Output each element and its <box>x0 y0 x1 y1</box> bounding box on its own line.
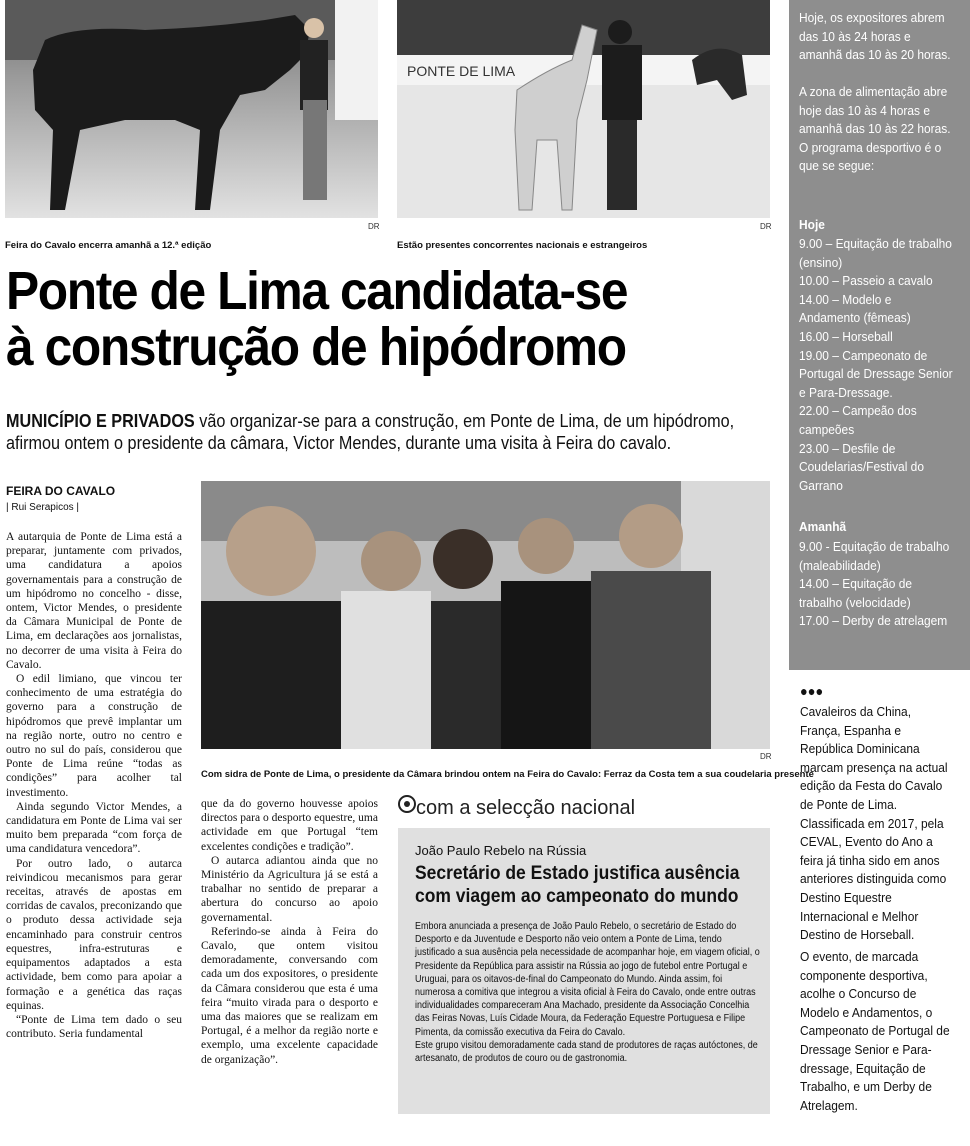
section-label: FEIRA DO CAVALO <box>6 484 116 498</box>
article-paragraph: A autarquia de Ponte de Lima está a preparar, juntamente com privados, uma candidatura a apoios governamentais para a construção de um hipódromo no concelho - disse, ontem, Victor Mendes, o presidente da Câmara Municipal de Ponte de Lima, em declarações aos jornalistas, no decorrer de uma visita à Feira do Cavalo. <box>6 531 182 671</box>
schedule-item: 19.00 – Campeonato de Portugal de Dressage Senior e Para-Dressage. <box>799 347 953 400</box>
photo-caption-middle: Com sidra de Ponte de Lima, o presidente da Câmara brindou ontem na Feira do Cavalo: Ferraz da Costa tem a sua coudelaria presente <box>201 769 814 780</box>
schedule-item: 9.00 – Equitação de trabalho (ensino) <box>799 236 952 270</box>
banner-text: PONTE DE LIMA <box>407 63 516 79</box>
schedule-item: 23.00 – Desfile de Coudelarias/Festival do Garrano <box>799 440 924 493</box>
photo-white-horse <box>397 0 770 218</box>
sidebar-tomorrow-label: Amanhã <box>799 519 847 534</box>
photo-toast-group-image <box>201 481 770 749</box>
box-header-text: com a selecção nacional <box>416 797 636 819</box>
schedule-item: 16.00 – Horseball <box>799 328 893 344</box>
article-paragraph: O edil limiano, que vincou ter conhecimento de uma estratégia do governo para a construção de hipódromos que prevê implantar um na região norte, outro no centro e outro no sul do país, considerou que Ponte de Lima reúne “todas as condições” para acolher tal investimento. <box>6 673 182 799</box>
photo-white-horse-image <box>397 0 770 218</box>
right-paragraph-2: O evento, de marcada componente desportiva, acolhe o Concurso de Modelo e Andamentos, o Campeonato de Portugal de Dressage Senior e Para-dressage, Equitação de Trabalho, e um Derby de Atrelagem. <box>800 949 950 1113</box>
sidebar-intro: Hoje, os expositores abrem das 10 às 24 horas e amanhã das 10 às 20 horas. <box>799 10 951 63</box>
schedule-item: 14.00 – Equitação de trabalho (velocidade) <box>799 576 913 610</box>
author-byline: | Rui Serapicos | <box>6 502 80 513</box>
schedule-item: 17.00 – Derby de atrelagem <box>799 613 948 629</box>
box-subtitle: João Paulo Rebelo na Rússia <box>415 843 587 858</box>
sidebar-tomorrow-list <box>799 538 954 631</box>
sidebar-today-label: Hoje <box>799 217 825 232</box>
article-column-2 <box>201 797 378 1067</box>
photo-horse-foal-image <box>5 0 378 218</box>
sidebar-food: A zona de alimentação abre hoje das 10 às 4 horas e amanhã das 10 às 22 horas. O programa desportivo é o que se segue: <box>799 84 951 174</box>
lead-kicker: MUNICÍPIO E PRIVADOS <box>6 411 195 431</box>
target-icon <box>398 795 416 813</box>
photo-credit-top-right: DR <box>760 222 772 231</box>
right-paragraph-1: Cavaleiros da China, França, Espanha e República Dominicana marcam presença na actual edição da Festa do Cavalo de Ponte de Lima. Classificada em 2017, pela CEVAL, Evento do Ano a feira já tinha sido em anos anteriores distinguida como Destino Equestre Internacional e Melhor Destino de Horseball. <box>800 704 948 943</box>
bullet-dots: ●●● <box>800 683 824 699</box>
headline-line-1: Ponte de Lima candidata-se <box>6 261 628 321</box>
schedule-item: 22.00 – Campeão dos campeões <box>799 403 917 437</box>
article-paragraph: Ainda segundo Victor Mendes, a candidatura em Ponte de Lima vai ser muito bem preparada “com força de uma candidatura vencedora”. <box>6 800 182 856</box>
article-paragraph: Referindo-se ainda à Feira do Cavalo, que ontem visitou demoradamente, conversando com cada um dos expositores, o presidente da Câmara considerou que esta é uma feira “muito virada para o desporto e uma das maiores que se realizam em Portugal, é a melhor da região norte e exemplo, uma excelente capacidade de organização”. <box>201 925 378 1066</box>
photo-horse-foal <box>5 0 378 218</box>
schedule-item: 10.00 – Passeio a cavalo <box>799 273 933 289</box>
headline <box>6 263 705 375</box>
photo-credit-middle: DR <box>760 752 772 761</box>
article-paragraph: Por outro lado, o autarca reivindicou mecanismos para gerar receitas, através de apostas em corridas de cavalos, preconizando que o produto dessa actividade seja encaminhado para construir centros equestres, infra-estruturas e equipamentos adaptados a esta actividade, bem como para apoiar a formação e a genética das raças equinas. <box>6 857 182 1012</box>
schedule-item: 14.00 – Modelo e Andamento (fêmeas) <box>799 291 911 326</box>
photo-caption-top-left: Feira do Cavalo encerra amanhã a 12.ª edição <box>5 240 212 251</box>
article-paragraph: que da do governo houvesse apoios directos para o desporto equestre, uma actividade em que Portugal “tem excelentes condições e tradição”. <box>201 798 378 853</box>
box-title: Secretário de Estado justifica ausência com viagem ao campeonato do mundo <box>415 863 740 907</box>
sidebar-today-list <box>799 235 954 495</box>
box-body <box>415 920 762 1065</box>
lead-text: vão organizar-se para a construção, em Ponte de Lima, de um hipódromo, afirmou ontem o presidente da câmara, Victor Mendes, durante uma visita à Feira do cavalo. <box>6 411 735 453</box>
photo-credit-top-left: DR <box>368 222 380 231</box>
photo-caption-top-right: Estão presentes concorrentes nacionais e estrangeiros <box>397 240 648 251</box>
article-column-1 <box>6 530 182 1041</box>
article-paragraph: “Ponte de Lima tem dado o seu contributo. Seria fundamental <box>6 1013 182 1041</box>
box-header <box>398 795 635 820</box>
box-paragraph: Embora anunciada a presença de João Paulo Rebelo, o secretário de Estado do Desporto e da Juventude e Desporto não veio ontem a Ponte de Lima, tendo justificado a sua ausência pela necessidade de acompanhar hoje, em viagem oficial, o Presidente da República para assistir na Rússia ao jogo de futebol entre Portugal e Uruguai, para os oitavos-de-final do Campeonato do Mundo. Ainda assim, foi numerosa a comitiva que integrou a visita oficial à Feira do Cavalo, onde entre outras individualidades compareceram Ana Machado, presidente da Associação Concelhia das Feiras Novas, Luís Cidade Moura, da Federação Equestre Portuguesa e Filipe Pimenta, da comissão executiva da Feira do Cavalo. <box>415 921 760 1038</box>
photo-toast-group <box>201 481 770 749</box>
box-paragraph: Este grupo visitou demoradamente cada stand de produtores de raças autóctones, de artesanato, de produtos de couro ou de gastronomia. <box>415 1039 758 1065</box>
schedule-item: 9.00 - Equitação de trabalho (maleabilidade) <box>799 539 950 573</box>
headline-line-2: à construção de hipódromo <box>6 317 626 377</box>
lead-paragraph <box>6 410 753 454</box>
article-paragraph: O autarca adiantou ainda que no Ministério da Agricultura já se está a trabalhar no sentido de preparar a abertura do concurso ao apoio governamental. <box>201 854 378 924</box>
